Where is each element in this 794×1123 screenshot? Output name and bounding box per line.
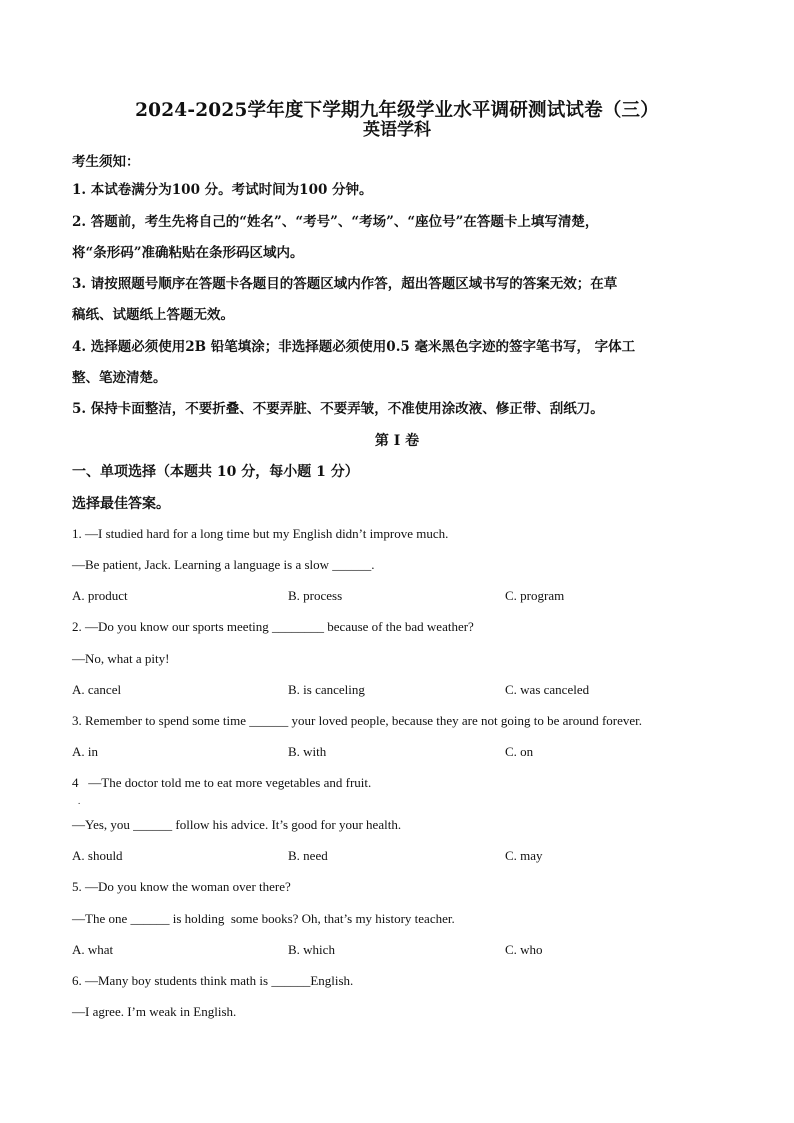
question-2-reply: —No, what a pity! [72,651,170,666]
section-instruction: 选择最佳答案。 [72,496,170,512]
question-6-reply: —I agree. I’m weak in English. [72,1004,237,1019]
question-4-option-c: C. may [505,848,543,863]
question-5-option-a: A. what [72,942,114,957]
notice-line-2: 2. 答题前，考生先将自己的“姓名”、“考号”、“考场”、“座位号”在答题卡上填写清楚， [72,214,599,230]
question-5-reply: —The one ______ is holding some books? Oh, that’s my history teacher. [72,911,455,926]
question-1-option-c: C. program [505,588,565,603]
question-5-option-b: B. which [288,942,335,957]
notice-line-5: 5. 保持卡面整洁，不要折叠、不要弄脏、不要弄皱，不准使用涂改液、修正带、刮纸刀。 [72,401,604,417]
notice-line-4: 4. 选择题必须使用2B 铅笔填涂；非选择题必须使用0.5 毫米黑色字迹的签字笔书写， 字体工 [72,339,636,355]
notice-line-1: 1. 本试卷满分为100 分。考试时间为100 分钟。 [72,182,373,198]
question-1-option-b: B. process [288,588,343,603]
notice-line-2-cont: 将“条形码”准确粘贴在条形码区域内。 [72,245,304,261]
notice-line-3-cont: 稿纸、试题纸上答题无效。 [72,307,234,323]
question-6-stem: 6. —Many boy students think math is ______English. [72,973,354,988]
question-2-option-b: B. is canceling [288,682,365,697]
exam-title: 2024-2025学年度下学期九年级学业水平调研测试试卷（三） [135,100,659,121]
question-4-stem: 4 —The doctor told me to eat more vegetables and fruit. [72,775,372,790]
notice-line-4-cont: 整、笔迹清楚。 [72,370,167,386]
question-2-stem: 2. —Do you know our sports meeting ________ because of the bad weather? [72,619,474,634]
section-heading: 一、单项选择（本题共 10 分，每小题 1 分） [72,464,359,480]
question-2-option-c: C. was canceled [505,682,590,697]
question-3-option-b: B. with [288,744,327,759]
question-2-option-a: A. cancel [72,682,122,697]
question-4-dot-mark: . [78,796,81,806]
question-4-reply: —Yes, you ______ follow his advice. It’s good for your health. [72,817,402,832]
question-1-option-a: A. product [72,588,128,603]
question-5-stem: 5. —Do you know the woman over there? [72,879,291,894]
notice-line-3: 3. 请按照题号顺序在答题卡各题目的答题区域内作答，超出答题区域书写的答案无效；在草 [72,276,618,292]
notice-heading: 考生须知： [72,154,140,170]
volume-heading: 第 I 卷 [374,433,420,449]
subject-title: 英语学科 [363,120,431,140]
question-1-stem: 1. —I studied hard for a long time but my English didn’t improve much. [72,526,449,541]
question-1-reply: —Be patient, Jack. Learning a language is a slow ______. [72,557,375,572]
question-4-option-a: A. should [72,848,123,863]
question-3-option-a: A. in [72,744,98,759]
question-3-option-c: C. on [505,744,534,759]
question-3-stem: 3. Remember to spend some time ______ your loved people, because they are not going to be around forever. [72,713,643,728]
question-5-option-c: C. who [505,942,543,957]
question-4-option-b: B. need [288,848,328,863]
